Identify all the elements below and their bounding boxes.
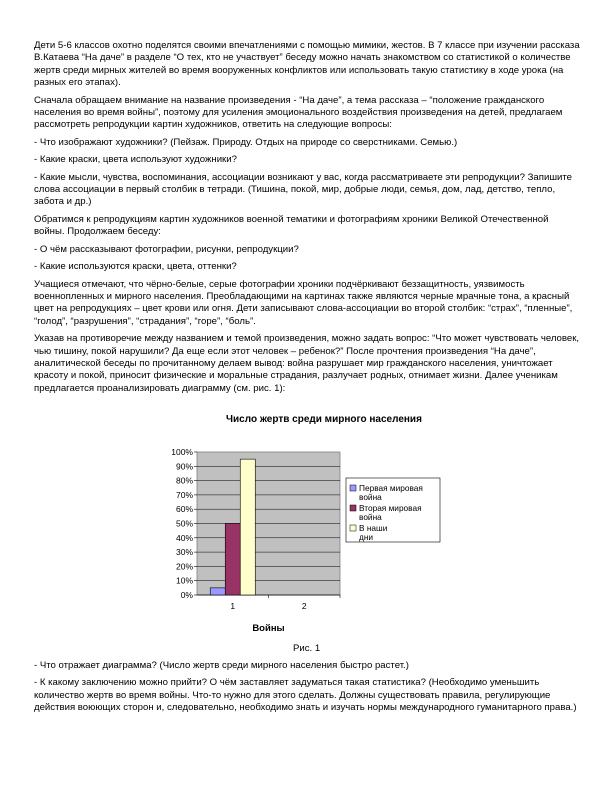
x-tick-label: 2	[301, 601, 307, 611]
paragraph: - Какие краски, цвета используют художники?	[34, 154, 237, 166]
paragraph: - О чём рассказывают фотографии, рисунки, репродукции?	[34, 243, 299, 255]
bar-chart	[150, 440, 450, 640]
y-tick-label: 50%	[175, 518, 193, 529]
legend-label: Вторая мировая война	[359, 503, 422, 522]
paragraph: Учащиеся отмечают, что чёрно-белые, серые фотографии хроники подчёркивают беззащитность, уязвимость военнопленных и мирного населения. Преобладающими на картинах также являются черные мрачные тона, а красный цвет на репродукциях – цвет крови или огня. Дети записывают слова-ассоциации во второй столбик: “страх”, “пленные”, “голод”, “разрушения”, “страдания”, “горе”, “боль”.	[34, 278, 573, 327]
paragraph: - Что отражает диаграмма? (Число жертв среди мирного населения быстро растет.)	[34, 660, 409, 671]
y-tick-label: 70%	[175, 489, 193, 500]
body-text-bottom	[34, 660, 580, 720]
x-axis-title: Войны	[252, 623, 285, 634]
bar	[225, 524, 240, 596]
y-tick-label: 30%	[175, 547, 193, 558]
y-tick-label: 100%	[171, 447, 193, 457]
x-tick-label: 1	[230, 601, 236, 611]
chart-title: Число жертв среди мирного населения	[226, 414, 422, 425]
bar	[240, 459, 255, 595]
legend-swatch	[350, 485, 356, 491]
figure-caption: Рис. 1	[293, 643, 321, 654]
bar	[210, 588, 225, 595]
y-tick-label: 40%	[175, 532, 193, 543]
paragraph: - К какому заключению можно прийти? О чём заставляет задуматься такая статистика? (Необходимо уменьшить количество жертв во время войны. Что-то нужно для этого сделать. Должны существовать правила, регулирующие действия воюющих сторон и, следовательно, необходимо знать и изучать нормы международного гуманитарного права.)	[34, 677, 577, 714]
paragraph: - Какие используются краски, цвета, оттенки?	[34, 261, 237, 273]
y-tick-label: 60%	[175, 504, 193, 515]
paragraph: Сначала обращаем внимание на название произведения - “На даче”, а тема рассказа – “положение гражданского населения во время войны”, поэтому для усиления эмоционального воздействия произведения на детей, предлагаем рассмотреть репродукции картин художников, ответить на следующие вопросы:	[34, 94, 563, 131]
y-tick-label: 20%	[175, 561, 193, 572]
paragraph: - Какие мысли, чувства, воспоминания, ассоциации возникают у вас, когда рассматриваете эти репродукции? Запишите слова ассоциации в первый столбик в тетради. (Тишина, покой, мир, добрые люди, семья, дом, лад, детство, тепло, забота и др.)	[34, 171, 572, 208]
paragraph: Указав на противоречие между названием и темой произведения, можно задать вопрос: “Что может чувствовать человек, чью тишину, покой нарушили? Да еще если этот человек – ребенок?” После прочтения произведения “На даче”, аналитической беседы по прочитанному делаем вывод: война разрушает мир гражданского населения, уничтожает красоту и покой, приносит физические и моральные страдания, разлучает родных, отнимает жизни. Далее ученикам предлагается проанализировать диаграмму (см. рис. 1):	[34, 333, 580, 394]
y-tick-label: 80%	[175, 475, 193, 486]
legend-label: В наши дни	[359, 523, 388, 542]
paragraph: Дети 5-6 классов охотно поделятся своими впечатлениями с помощью мимики, жестов. В 7 классе при изучении рассказа В.Катаева “На даче” в разделе “О тех, кто не участвует” беседу можно начать знакомством со статистикой о количестве жертв среди мирных жителей во время вооруженных конфликтов или использовать такую статистику в ходе урока (на разных его этапах).	[34, 40, 580, 89]
paragraph: - Что изображают художники? (Пейзаж. Природу. Отдых на природе со сверстниками. Семью.)	[34, 136, 458, 148]
y-tick-label: 0%	[180, 590, 193, 600]
body-text-top	[34, 40, 580, 400]
legend-swatch	[350, 505, 356, 511]
y-tick-label: 10%	[175, 575, 193, 586]
paragraph: Обратимся к репродукциям картин художников военной тематики и фотографиям хроники Великой Отечественной войны. Продолжаем беседу:	[34, 213, 549, 238]
legend-swatch	[350, 525, 356, 531]
y-tick-label: 90%	[175, 461, 193, 472]
legend-label: Первая мировая война	[359, 483, 423, 502]
